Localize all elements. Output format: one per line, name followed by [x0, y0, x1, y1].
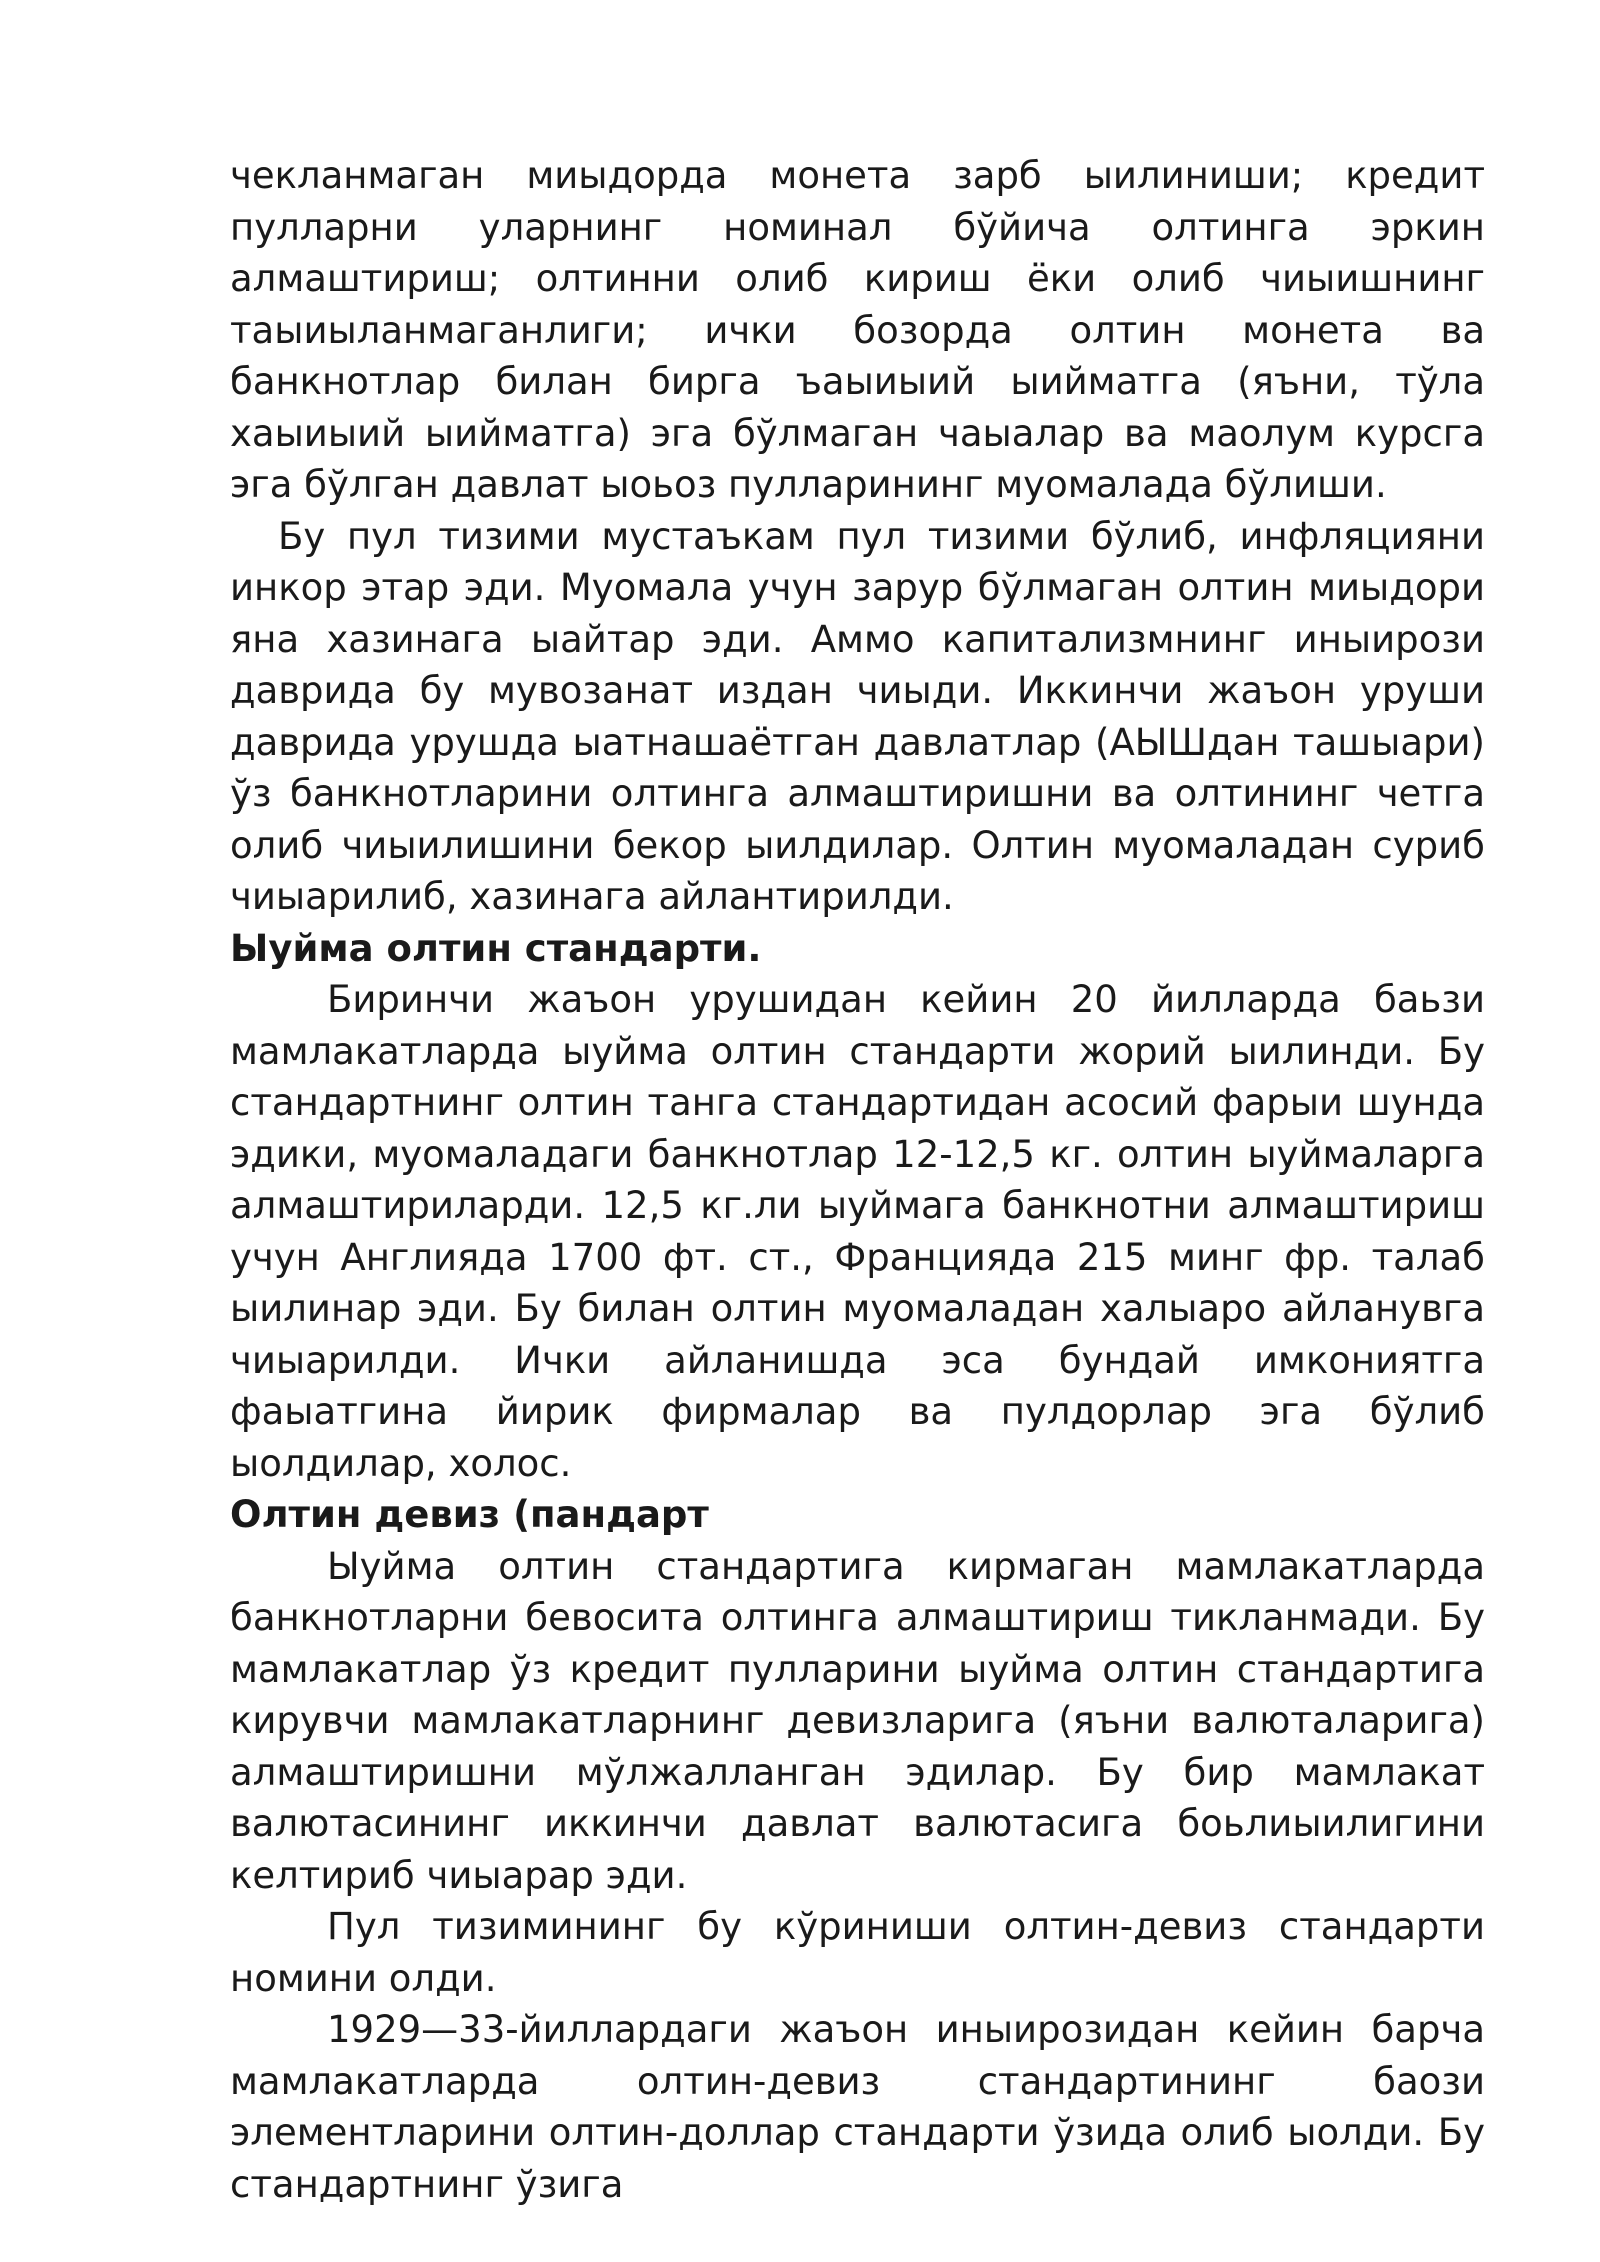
- paragraph-gold-coin-standard-features: чекланмаган миыдорда монета зарб ыилиниши; кредит пулларни уларнинг номинал бўйича олтинга эркин алмаштириш; олтинни олиб кириш ёки олиб чиыишнинг таыиыланмаганлиги; ички бозорда олтин монета ва банкнотлар билан бирга ъаыиыий ыийматга (яъни, тўла хаыиыий ыийматга) эга бўлмаган чаыалар ва маолум курсга эга бўлган давлат ыоьоз пулларининг муомалада бўлиши.: [230, 154, 1485, 506]
- paragraph-standard-name: Пул тизимининг бу кўриниши олтин-девиз стандарти номини олди.: [230, 1905, 1485, 2000]
- paragraph-gold-exchange-standard: Ыуйма олтин стандартига кирмаган мамлакатларда банкнотларни бевосита олтинга алмаштириш тикланмади. Бу мамлакатлар ўз кредит пулларини ыуйма олтин стандартига кирувчи мамлакатларнинг девизларига (яъни валюталарига) алмаштиришни мўлжалланган эдилар. Бу бир мамлакат валютасининг иккинчи давлат валютасига боьлиыилигини келтириб чиыарар эди.: [230, 1544, 1485, 1897]
- heading-gold-bullion-standard: Ыуйма олтин стандарти.: [230, 926, 762, 970]
- heading-gold-exchange-standard: Олтин девиз (пандарт: [230, 1493, 709, 1536]
- paragraph-gold-bullion-standard: Биринчи жаъон урушидан кейин 20 йилларда баьзи мамлакатларда ыуйма олтин стандарти жорий ыилинди. Бу стандартнинг олтин танга стандартидан асосий фарыи шунда эдики, муомаладаги банкнотлар 12-12,5 кг. олтин ыуймаларга алмаштириларди. 12,5 кг.ли ыуймага банкнотни алмаштириш учун Англияда 1700 фт. ст., Францияда 215 минг фр. талаб ыилинар эди. Бу билан олтин муомаладан халыаро айланувга чиыарилди. Ички айланишда эса бундай имкониятга фаыатгина йирик фирмалар ва пулдорлар эга бўлиб ыолдилар, холос.: [230, 978, 1485, 1485]
- paragraph-gold-dollar-standard: 1929—33-йиллардаги жаъон иныирозидан кейин барча мамлакатларда олтин-девиз стандартининг баози элементларини олтин-доллар стандарти ўзида олиб ыолди. Бу стандартнинг ўзига: [230, 2008, 1485, 2206]
- paragraph-stable-money-system: Бу пул тизими мустаъкам пул тизими бўлиб, инфляцияни инкор этар эди. Муомала учун зарур бўлмаган олтин миыдори яна хазинага ыайтар эди. Аммо капитализмнинг иныирози даврида бу мувозанат издан чиыди. Иккинчи жаъон уруши даврида урушда ыатнашаётган давлатлар (АЫШдан ташыари) ўз банкнотларини олтинга алмаштиришни ва олтининг четга олиб чиыилишини бекор ыилдилар. Олтин муомаладан суриб чиыарилиб, хазинага айлантирилди.: [230, 514, 1485, 918]
- document-page: [230, 150, 1485, 2210]
